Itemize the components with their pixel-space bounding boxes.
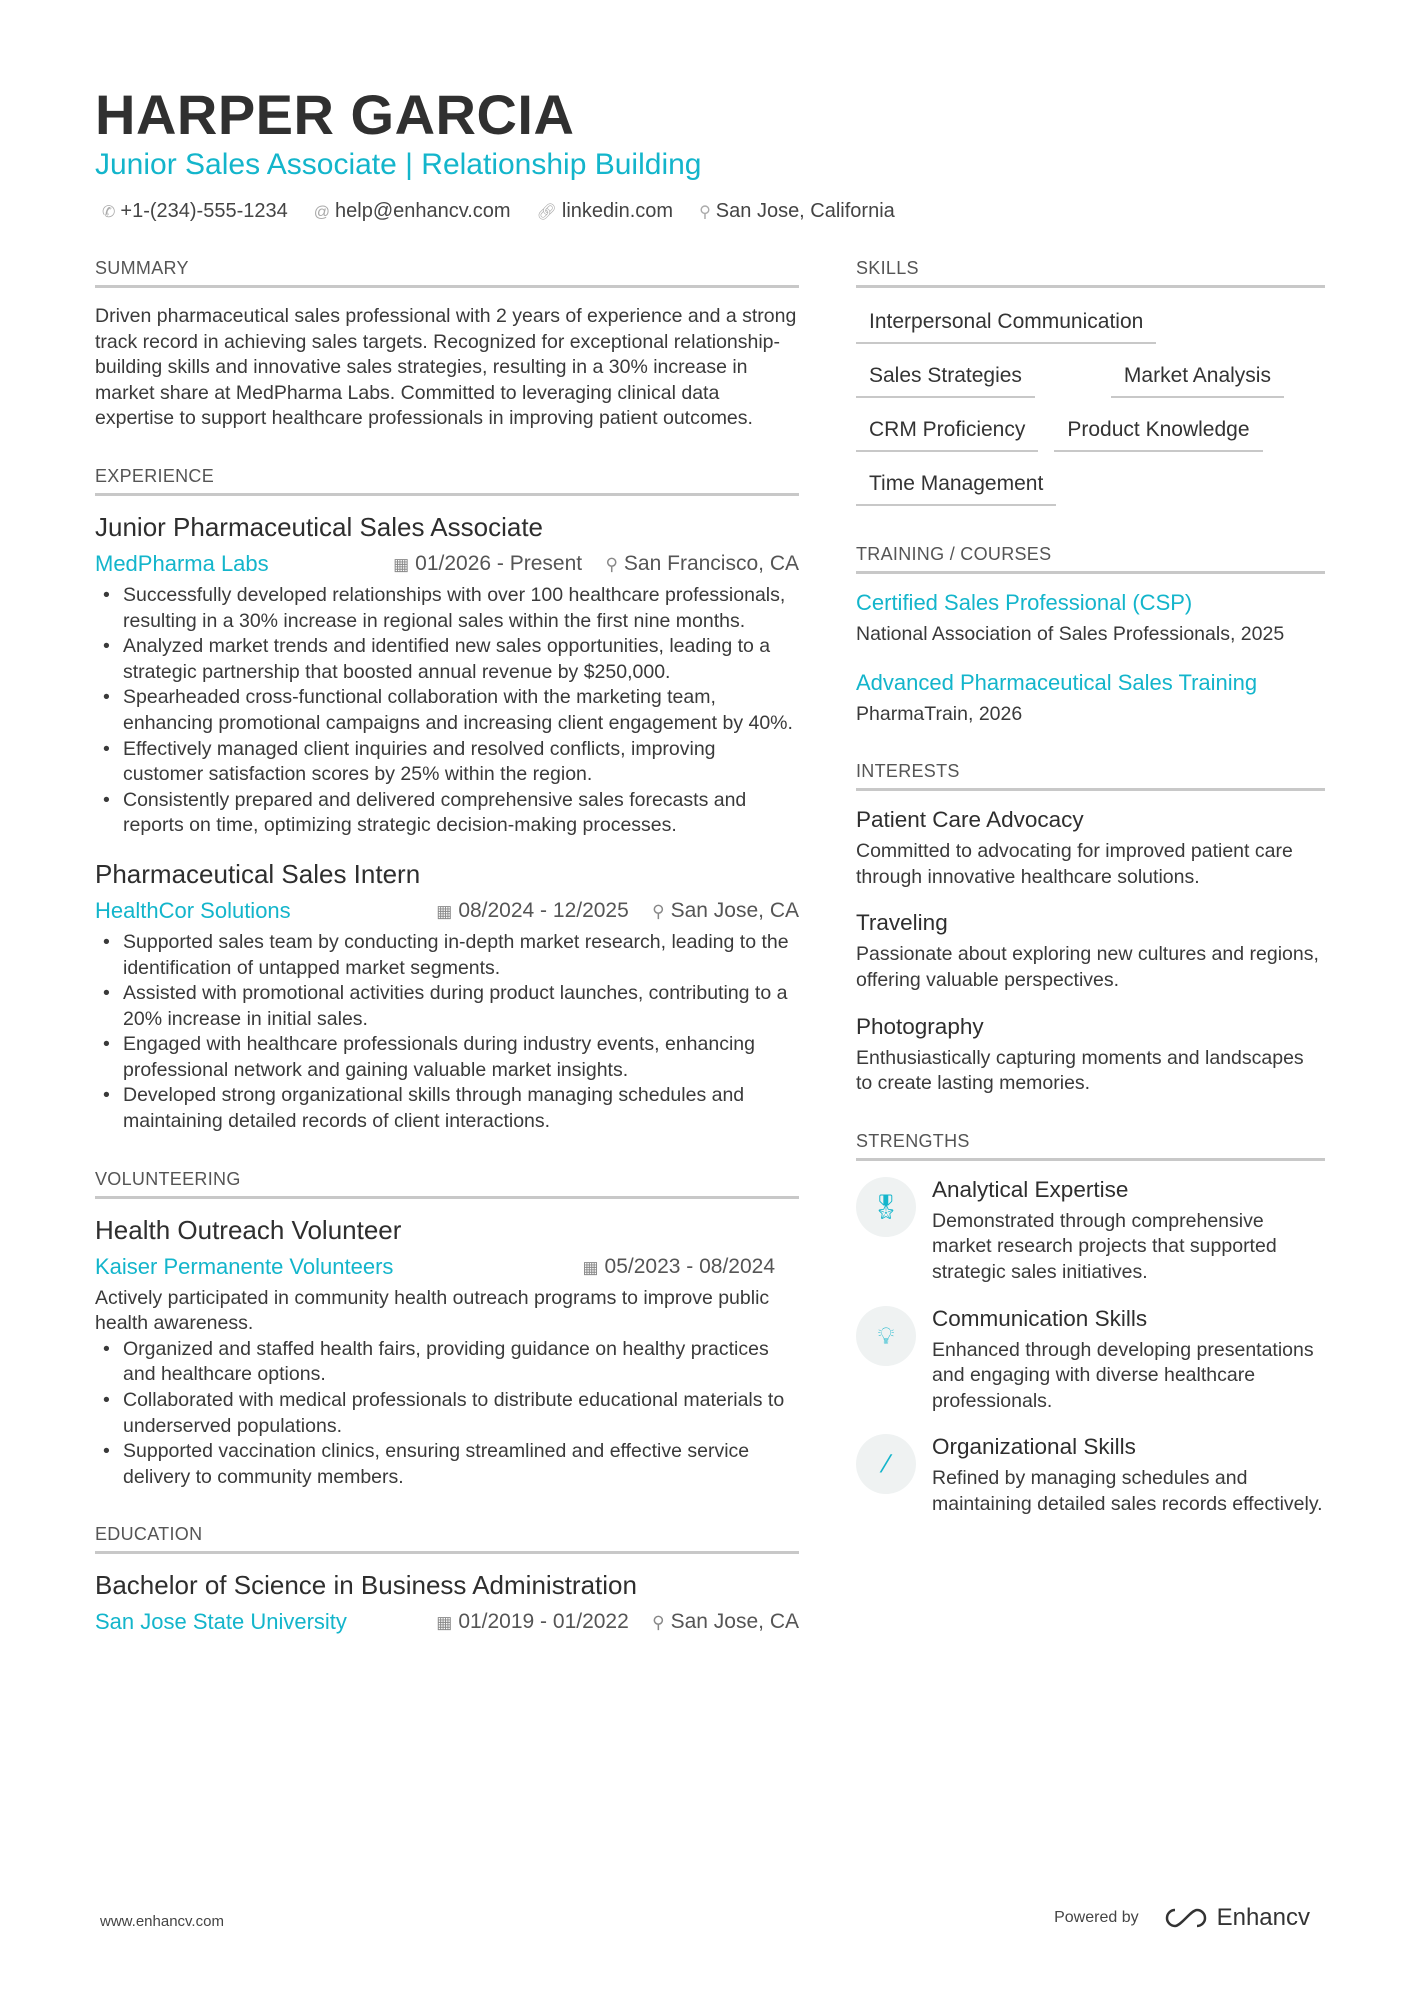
summary-section <box>95 258 799 432</box>
location-icon: ⚲ <box>652 901 665 921</box>
section-heading: SKILLS <box>856 258 1325 288</box>
strength-text: Enhanced through developing presentations and engaging with diverse healthcare professionals. <box>932 1338 1314 1412</box>
left-column <box>95 258 799 1669</box>
job-dates: 08/2024 - 12/2025 <box>458 898 629 922</box>
award-ribbon-icon: 🎖︎ <box>856 1177 916 1237</box>
calendar-icon: ▦ <box>436 901 453 921</box>
strength-title: Organizational Skills <box>932 1434 1136 1460</box>
section-heading: SUMMARY <box>95 258 799 288</box>
link-icon: 🔗︎ <box>536 204 557 221</box>
section-heading: STRENGTHS <box>856 1131 1325 1161</box>
section-heading: VOLUNTEERING <box>95 1169 799 1199</box>
lightbulb-icon: 💡︎ <box>856 1306 916 1366</box>
section-heading: EDUCATION <box>95 1524 799 1554</box>
volunteer-description: Actively participated in community health outreach programs to improve public health awareness. <box>95 1286 770 1335</box>
interest-text: Passionate about exploring new cultures and regions, offering valuable perspectives. <box>856 943 1319 991</box>
experience-section <box>95 466 799 1135</box>
education-section <box>95 1524 799 1635</box>
education-dates: 01/2019 - 01/2022 <box>458 1610 629 1634</box>
skill-tag: Interpersonal Communication <box>856 304 1156 344</box>
bullet: • Successfully developed relationships with over 100 healthcare professionals, resulting in a 30% increase in regional sales within the first nine months. <box>95 583 799 634</box>
course-title: Certified Sales Professional (CSP) <box>856 590 1193 615</box>
phone-text: +1-(234)-555-1234 <box>120 200 288 222</box>
candidate-title: Junior Sales Associate | Relationship Building <box>95 148 702 181</box>
bullet: • Analyzed market trends and identified new sales opportunities, leading to a strategic partnership that boosted annual revenue by $250,000. <box>95 634 799 685</box>
interest-text: Enthusiastically capturing moments and landscapes to create lasting memories. <box>856 1046 1304 1095</box>
volunteer-title: Health Outreach Volunteer <box>95 1214 402 1245</box>
contact-bar <box>102 200 895 223</box>
company-name: HealthCor Solutions <box>95 897 291 923</box>
brand-name: Enhancv <box>1216 1904 1310 1931</box>
location-text: San Jose, California <box>715 200 895 222</box>
volunteering-section <box>95 1169 799 1491</box>
education-location: San Jose, CA <box>670 1610 799 1634</box>
email-text: help@enhancv.com <box>335 200 511 222</box>
infinity-logo-icon <box>1163 1906 1209 1930</box>
strength-text: Demonstrated through comprehensive market research projects that supported strategic sales initiatives. <box>932 1209 1277 1283</box>
job-title: Pharmaceutical Sales Intern <box>95 858 421 889</box>
job-location: San Francisco, CA <box>623 551 799 575</box>
section-heading: TRAINING / COURSES <box>856 544 1325 574</box>
footer-branding <box>1054 1904 1310 1932</box>
job-title: Junior Pharmaceutical Sales Associate <box>95 511 544 542</box>
strength-title: Communication Skills <box>932 1305 1148 1331</box>
enhancv-logo[interactable] <box>1163 1904 1310 1932</box>
degree: Bachelor of Science in Business Administration <box>95 1570 637 1601</box>
skill-tag: Product Knowledge <box>1054 412 1262 452</box>
job-bullets <box>95 583 799 839</box>
skill-tag: Sales Strategies <box>856 358 1035 398</box>
section-heading: INTERESTS <box>856 761 1325 791</box>
course-detail: PharmaTrain, 2026 <box>856 702 1023 725</box>
location-icon: ⚲ <box>605 554 618 574</box>
bullet: • Consistently prepared and delivered comprehensive sales forecasts and reports on time, optimizing strategic decision-making processes. <box>95 788 799 839</box>
phone-icon: ✆ <box>102 204 116 221</box>
contact-email[interactable] <box>314 200 511 223</box>
course-detail: National Association of Sales Professionals, 2025 <box>856 623 1285 645</box>
job-entry <box>95 859 799 1135</box>
interest-title: Traveling <box>856 910 948 936</box>
job-dates: 01/2026 - Present <box>415 551 583 575</box>
volunteer-dates: 05/2023 - 08/2024 <box>604 1254 775 1278</box>
summary-text: Driven pharmaceutical sales professional with 2 years of experience and a strong track record in achieving sales targets. Recognized for exceptional relationship-building skills and innovative sales strategies, resulting in a 30% increase in market share at MedPharma Labs. Committed to leveraging clinical data expertise to support healthcare professionals in improving patient outcomes. <box>95 305 797 430</box>
job-location: San Jose, CA <box>670 898 799 922</box>
school-name: San Jose State University <box>95 1609 347 1635</box>
bullet: • Organized and staffed health fairs, providing guidance on healthy practices and healthcare options. <box>95 1337 799 1388</box>
footer-website[interactable]: www.enhancv.com <box>100 1913 224 1930</box>
calendar-icon: ▦ <box>582 1257 599 1277</box>
bullet: • Collaborated with medical professionals to distribute educational materials to underserved populations. <box>95 1388 799 1439</box>
location-icon: ⚲ <box>652 1613 665 1633</box>
interest-title: Patient Care Advocacy <box>856 807 1084 833</box>
linkedin-text: linkedin.com <box>561 200 674 222</box>
contact-phone <box>102 200 288 223</box>
interest-title: Photography <box>856 1013 984 1039</box>
calendar-icon: ▦ <box>436 1613 453 1633</box>
at-icon: @ <box>313 204 330 221</box>
volunteer-org: Kaiser Permanente Volunteers <box>95 1253 394 1279</box>
magic-wand-icon: ⁄ <box>856 1434 916 1494</box>
bullet: • Supported vaccination clinics, ensuring streamlined and effective service delivery to community members. <box>95 1439 799 1490</box>
contact-linkedin[interactable] <box>537 200 673 223</box>
bullet: • Spearheaded cross-functional collaboration with the marketing team, enhancing promotional campaigns and increasing client engagement by 40%. <box>95 685 799 736</box>
location-icon: ⚲ <box>699 204 711 221</box>
powered-by-label: Powered by <box>1054 1909 1139 1926</box>
skills-section <box>856 258 1325 506</box>
course-title: Advanced Pharmaceutical Sales Training <box>856 669 1258 695</box>
contact-location <box>699 200 895 223</box>
skill-tag: CRM Proficiency <box>856 412 1038 452</box>
job-entry <box>95 512 799 839</box>
volunteer-bullets <box>95 1337 799 1491</box>
candidate-name: HARPER GARCIA <box>95 83 575 146</box>
bullet: • Effectively managed client inquiries and resolved conflicts, improving customer satisfaction scores by 25% within the region. <box>95 737 799 788</box>
right-column <box>856 258 1325 1552</box>
bullet: • Developed strong organizational skills through managing schedules and maintaining detailed records of client interactions. <box>95 1083 799 1134</box>
training-section <box>856 544 1325 727</box>
calendar-icon: ▦ <box>393 554 410 574</box>
skill-tag: Time Management <box>856 466 1056 506</box>
strength-title: Analytical Expertise <box>932 1176 1129 1202</box>
company-name: MedPharma Labs <box>95 550 269 576</box>
section-heading: EXPERIENCE <box>95 466 799 496</box>
skill-tag: Market Analysis <box>1111 358 1284 398</box>
interests-section <box>856 761 1325 1097</box>
bullet: • Engaged with healthcare professionals during industry events, enhancing professional network and gaining valuable market insights. <box>95 1032 799 1083</box>
strength-text: Refined by managing schedules and maintaining detailed sales records effectively. <box>932 1467 1323 1515</box>
bullet: • Assisted with promotional activities during product launches, contributing to a 20% increase in initial sales. <box>95 981 799 1032</box>
job-bullets <box>95 930 799 1135</box>
bullet: • Supported sales team by conducting in-depth market research, leading to the identification of untapped market segments. <box>95 930 799 981</box>
strengths-section <box>856 1131 1325 1518</box>
interest-text: Committed to advocating for improved patient care through innovative healthcare solutions. <box>856 840 1293 888</box>
